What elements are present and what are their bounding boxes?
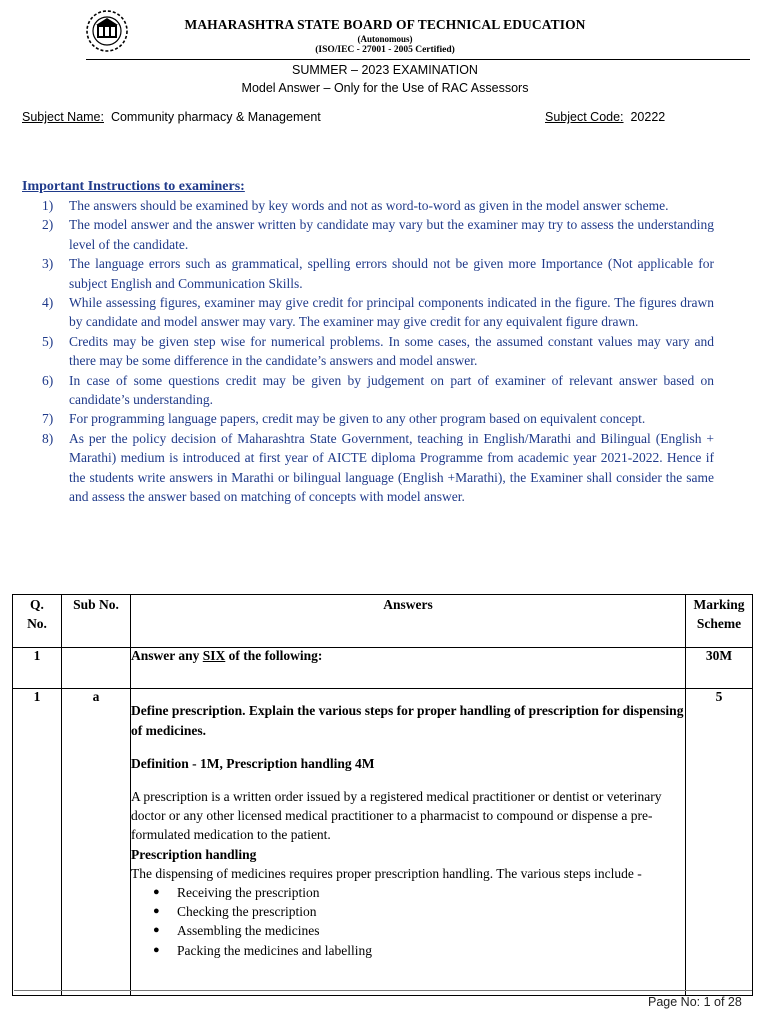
footer-divider: [14, 990, 752, 991]
list-item: ● Assembling the medicines: [131, 921, 685, 940]
exam-title: SUMMER – 2023 EXAMINATION: [292, 63, 478, 77]
answer-cell: [131, 689, 686, 996]
q-number: 1: [13, 648, 62, 689]
list-item: ● Packing the medicines and labelling: [131, 941, 685, 960]
subject-code: [545, 110, 665, 124]
instruction-item: 8) As per the policy decision of Maharashtra State Government, teaching in English/Marathi and Bilingual (English + Marathi) medium is introduced at first year of AICTE diploma Programme from academic year 2021-2022. Hence if the students write answers in Marathi or bilingual language (English +Marathi), the Examiner shall consider the same and assess the answer based on matching of concepts with model answer.: [42, 430, 714, 505]
subject-code-label: Subject Code:: [545, 110, 624, 124]
header-sub-no: Sub No.: [62, 595, 131, 648]
instruction-item: 2) The model answer and the answer written by candidate may vary but the examiner may try to assess the understanding level of the candidate.: [42, 217, 714, 252]
sub-number: [62, 648, 131, 689]
instructions-title: Important Instructions to examiners:: [22, 179, 245, 194]
marking-scheme-note: Definition - 1M, Prescription handling 4M: [131, 756, 375, 771]
board-name: MAHARASHTRA STATE BOARD OF TECHNICAL EDUCATION: [184, 17, 586, 32]
list-item: ● Checking the prescription: [131, 902, 685, 921]
instruction-item: 5) Credits may be given step wise for numerical problems. In some cases, the assumed constant values may vary and there may be some difference in the candidate’s answers and model answer.: [42, 333, 714, 369]
page-number: Page No: 1 of 28: [648, 995, 742, 1009]
instruction-item: 4) While assessing figures, examiner may give credit for principal components indicated in the figure. The figures drawn by candidate and model answer may vary. The examiner may give credit for any equivalent figure drawn.: [42, 295, 714, 330]
answer-table: [12, 594, 753, 996]
list-item: ● Receiving the prescription: [131, 883, 685, 902]
instruction-item: 6) In case of some questions credit may be given by judgement on part of examiner of relevant answer based on candidate’s understanding.: [42, 372, 714, 408]
marks-cell: 30M: [686, 648, 753, 689]
table-row: [13, 689, 753, 996]
answer-cell: Answer any SIX of the following:: [131, 648, 686, 689]
sub-number: a: [62, 689, 131, 996]
instructions-list: [22, 196, 714, 507]
q-number: 1: [13, 689, 62, 996]
autonomous-label: (Autonomous): [357, 34, 413, 44]
header-marking: Marking Scheme: [686, 595, 753, 648]
instruction-item: 7) For programming language papers, credit may be given to any other program based on equivalent concept.: [42, 411, 646, 427]
subject-name-label: Subject Name:: [22, 110, 104, 124]
handling-intro: The dispensing of medicines requires proper prescription handling. The various steps include -: [131, 865, 642, 881]
header-q-no: Q. No.: [13, 595, 62, 648]
handling-title: Prescription handling: [131, 846, 257, 862]
table-row: [13, 648, 753, 689]
question-text: Define prescription. Explain the various steps for proper handling of prescription for dispensing of medicines.: [131, 703, 684, 738]
marks-cell: 5: [686, 689, 753, 996]
header-answers: Answers: [131, 595, 686, 648]
instruction-item: 3) The language errors such as grammatical, spelling errors should not be given more Importance (Not applicable for subject English and Communication Skills.: [42, 256, 714, 291]
instruction-item: 1) The answers should be examined by key words and not as word-to-word as given in the model answer scheme.: [42, 198, 669, 213]
subject-name: [22, 110, 321, 124]
header-divider: [86, 59, 750, 60]
model-answer-note: Model Answer – Only for the Use of RAC Assessors: [241, 81, 529, 95]
subject-code-value: 20222: [630, 110, 666, 124]
definition-text: A prescription is a written order issued by a registered medical practitioner or dentist or veterinary doctor or any other licensed medical practitioner to a pharmacist to compound or dispense a pre-formulated medication to the patient.: [131, 789, 662, 843]
steps-list: [131, 883, 685, 960]
iso-certification: (ISO/IEC - 27001 - 2005 Certified): [315, 45, 455, 55]
subject-name-value: Community pharmacy & Management: [110, 110, 321, 124]
table-header-row: [13, 595, 753, 648]
